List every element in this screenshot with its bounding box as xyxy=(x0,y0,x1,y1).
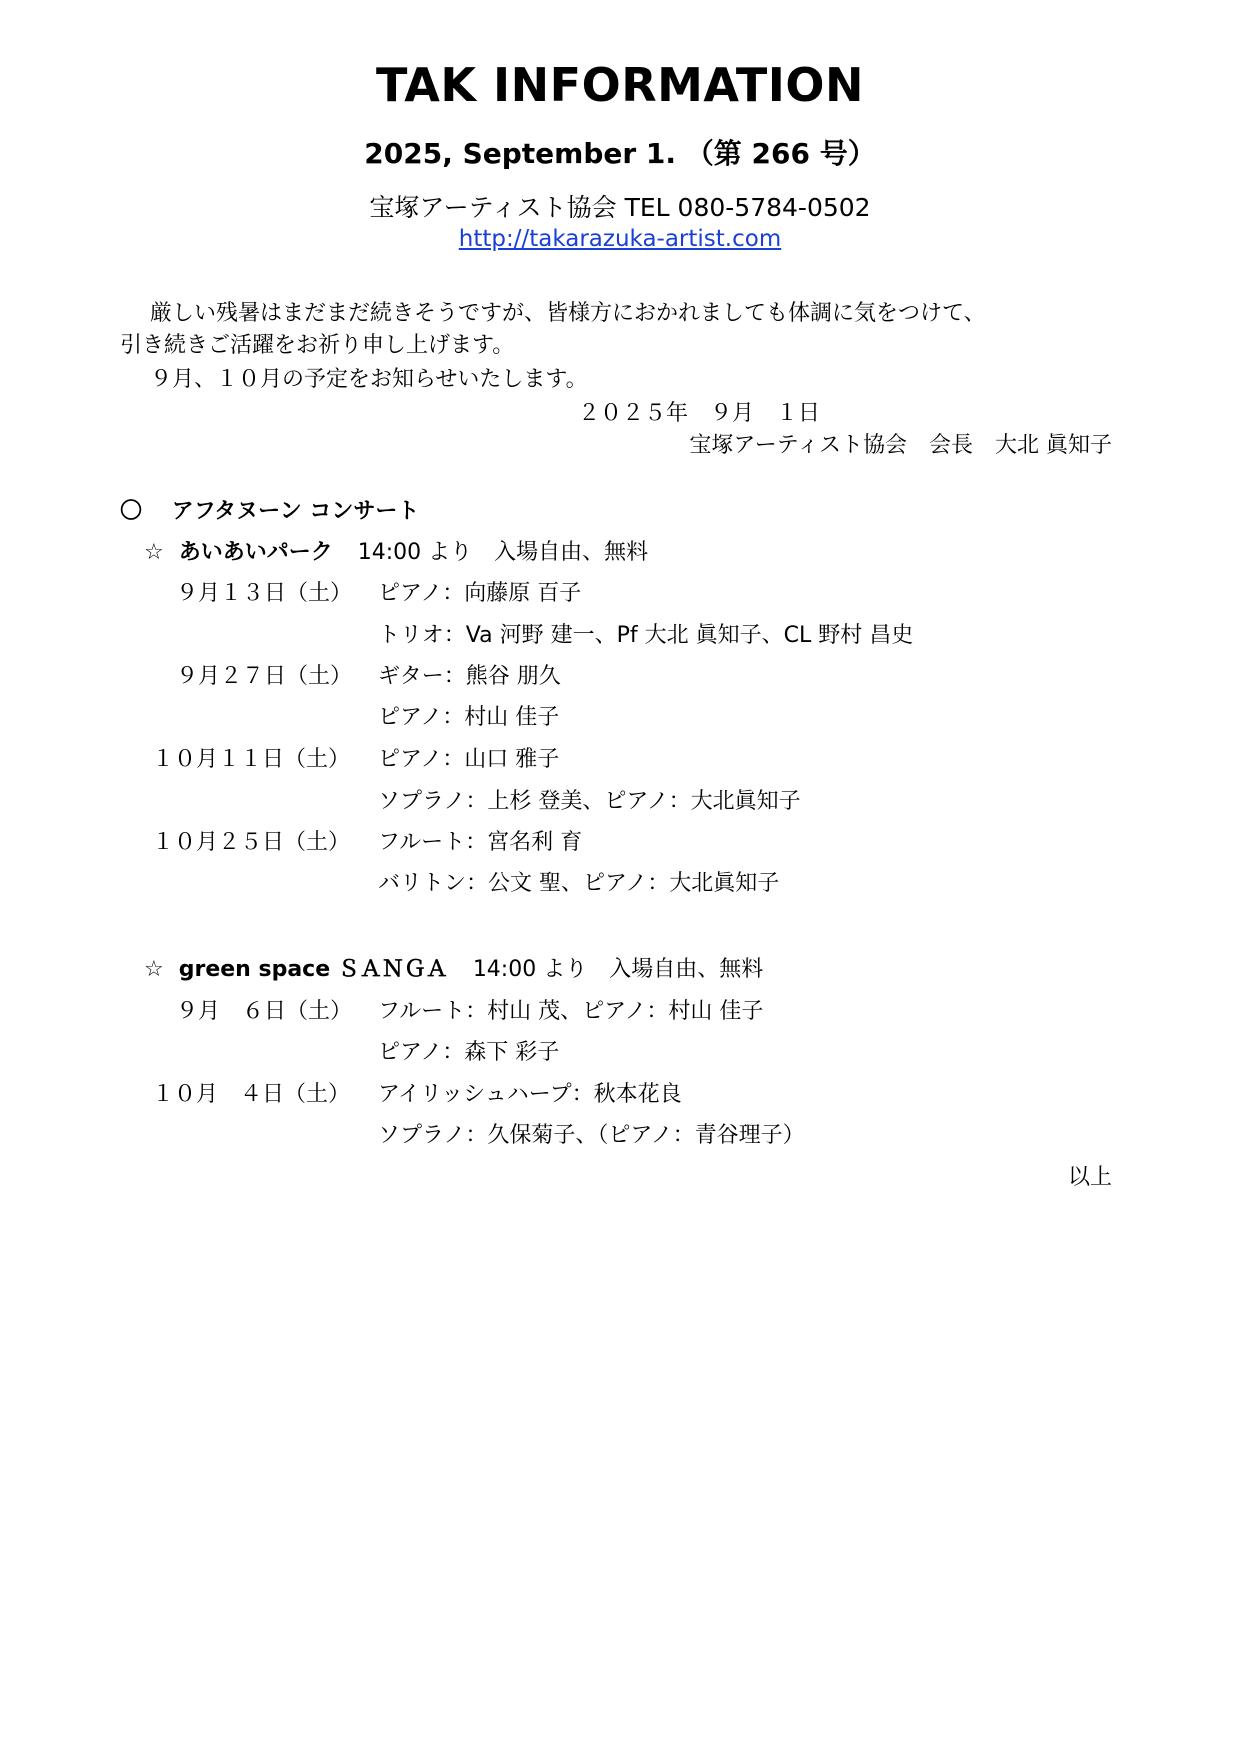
issue-line: 2025, September 1. （第 266 号） xyxy=(364,137,876,170)
schedule-performer: アイリッシュハープ：秋本花良 xyxy=(378,1082,682,1107)
venue-info: 14:00 より 入場自由、無料 xyxy=(472,957,764,982)
star-icon: ☆ xyxy=(144,957,164,982)
venue-info: 14:00 より 入場自由、無料 xyxy=(357,540,649,565)
circle-bullet-icon: 〇 xyxy=(120,499,143,524)
greeting-line-1: 厳しい残暑はまだまだ続きそうですが、皆様方におかれましても体調に気をつけて、 xyxy=(150,301,986,326)
schedule-performer: フルート：村山 茂、ピアノ：村山 佳子 xyxy=(378,999,764,1024)
letter-date: ２０２５年 ９月 １日 xyxy=(578,401,821,426)
closing-mark: 以上 xyxy=(1067,1165,1112,1190)
star-icon: ☆ xyxy=(144,540,164,565)
venue-name: あいあいパーク xyxy=(178,540,333,565)
section-title: アフタヌーン コンサート xyxy=(171,499,420,524)
schedule-date: １０月 ４日（土） xyxy=(152,1082,351,1107)
venue-name: green space ＳＡＮＧＡ xyxy=(178,957,448,982)
signature: 宝塚アーティスト協会 会長 大北 眞知子 xyxy=(689,433,1112,458)
website-link[interactable]: http://takarazuka-artist.com xyxy=(458,226,782,252)
schedule-performer: ピアノ：山口 雅子 xyxy=(378,747,560,772)
venue-heading-aiai-park xyxy=(144,535,648,566)
schedule-performer: バリトン：公文 聖、ピアノ：大北眞知子 xyxy=(378,871,780,896)
schedule-date: １０月１１日（土） xyxy=(152,747,351,772)
organization-contact: 宝塚アーティスト協会 TEL 080-5784-0502 xyxy=(369,193,871,222)
schedule-performer: トリオ：Va 河野 建一、Pf 大北 眞知子、CL 野村 昌史 xyxy=(378,623,914,648)
venue-heading-green-space-sanga xyxy=(144,952,763,983)
schedule-date: ９月 ６日（土） xyxy=(176,999,353,1024)
schedule-performer: ソプラノ：久保菊子、（ピアノ：青谷理子） xyxy=(378,1123,805,1148)
schedule-date: ９月２７日（土） xyxy=(176,664,353,689)
document-title: TAK INFORMATION xyxy=(375,58,865,112)
section-heading xyxy=(120,494,419,525)
website-link-container xyxy=(0,226,1240,252)
schedule-performer: ピアノ：村山 佳子 xyxy=(378,705,560,730)
schedule-date: １０月２５日（土） xyxy=(152,830,351,855)
schedule-performer: ピアノ：森下 彩子 xyxy=(378,1040,560,1065)
schedule-date: ９月１３日（土） xyxy=(176,581,353,606)
schedule-performer: ピアノ：向藤原 百子 xyxy=(378,581,582,606)
schedule-performer: ソプラノ：上杉 登美、ピアノ：大北眞知子 xyxy=(378,789,801,814)
schedule-performer: ギター：熊谷 朋久 xyxy=(378,664,561,689)
greeting-line-2: 引き続きご活躍をお祈り申し上げます。 xyxy=(120,333,515,358)
schedule-performer: フルート：宮名利 育 xyxy=(378,830,583,855)
greeting-line-3: ９月、１０月の予定をお知らせいたします。 xyxy=(150,367,588,392)
